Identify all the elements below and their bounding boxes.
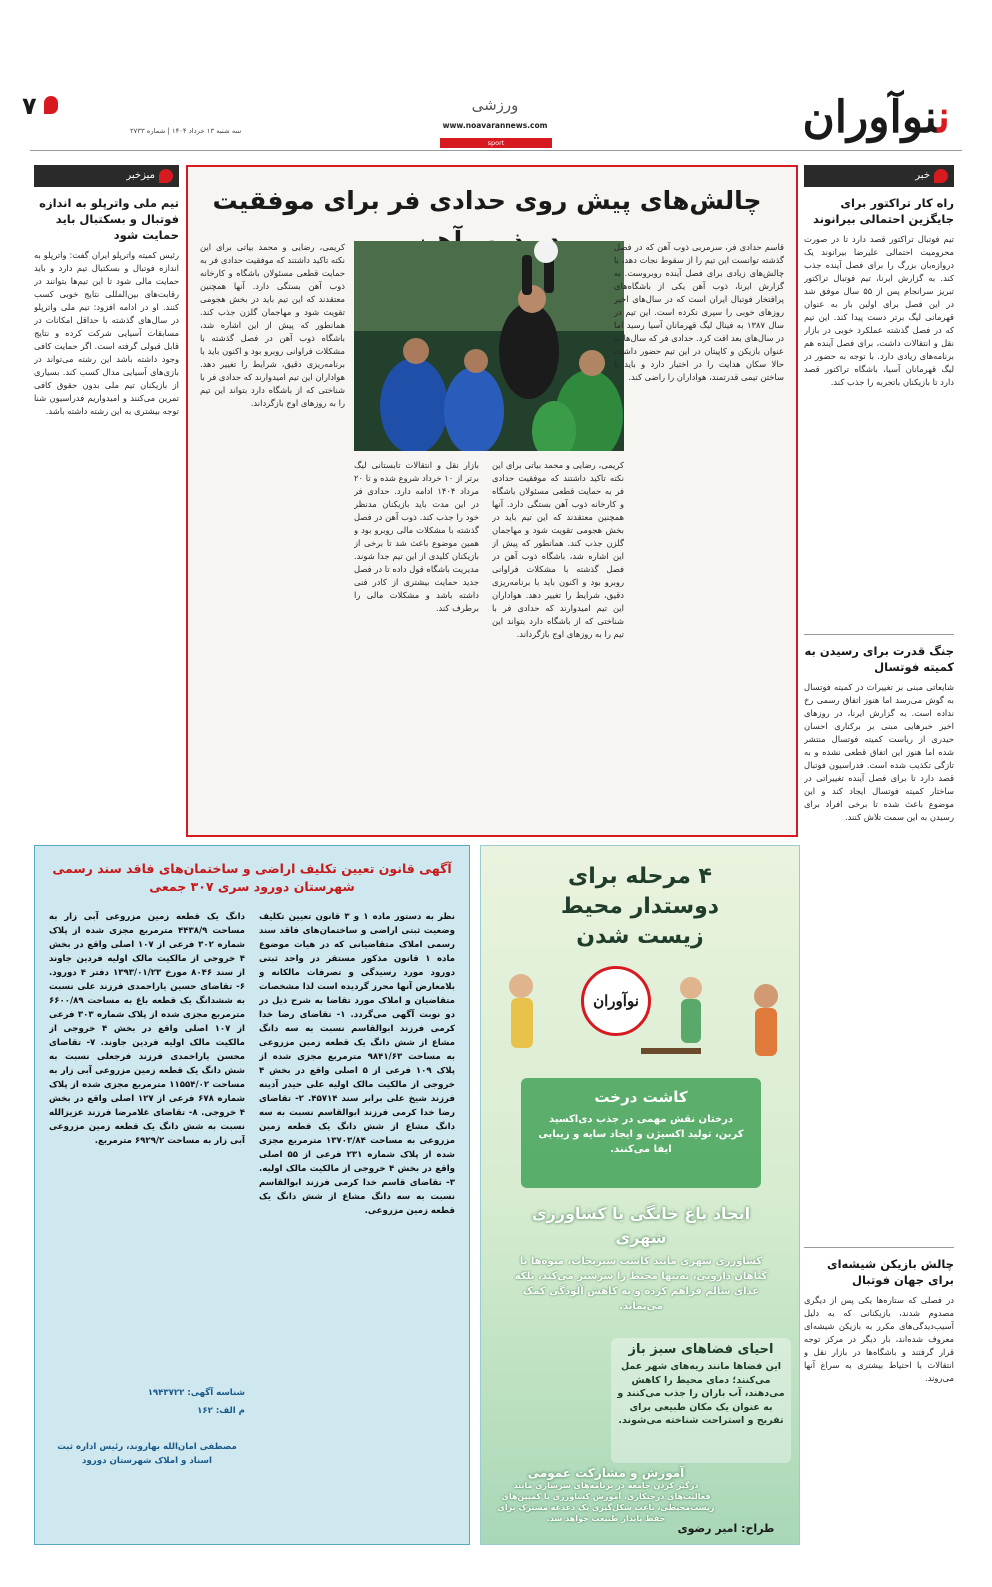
ad-code-2: م الف: ۱۶۲ [197, 1406, 245, 1416]
environment-poster [480, 845, 800, 1545]
article-headline: راه کار تراکتور برای جایگزین احتمالی بیرانوند [813, 196, 954, 226]
page-marker-icon [44, 96, 58, 114]
step-title: ایجاد باغ خانگی یا کشاورزی شهری [531, 1204, 751, 1247]
desk-bar [34, 165, 179, 187]
bullet-icon [159, 169, 173, 183]
gardeners-illustration-icon [491, 956, 791, 1076]
poster-credit: طراح: امیر رضوی [677, 1522, 775, 1535]
story-column-2: بازار نقل و انتقالات تابستانی لیگ برتر از ۱۰ خرداد شروع شده و تا ۲۰ مرداد ۱۴۰۴ ادامه دارد. حدادی فر در این مدت باید بازیکنان مدنظر خود را جذب کند. ذوب آهن در فصل گذشته با مشکلات مالی روبرو بود و همین موضوع باعث شد تا برخی از بازیکنان کلیدی از این تیم جدا شوند. مدیریت باشگاه قول داده تا در فصل جدید حمایت بیشتری از کادر فنی داشته باشد و مشکلات مالی را برطرف کند. [354, 460, 479, 613]
main-story-headline: چالش‌های پیش روی حدادی فر برای موفقیت [212, 186, 762, 215]
step-title: آموزش و مشارکت عمومی [527, 1466, 685, 1480]
issue-date-line: سه شنبه ۱۳ خرداد ۱۴۰۴ | شماره ۲۷۳۳ [130, 127, 242, 135]
step-green-spaces [611, 1338, 791, 1463]
ad-column-left: دانگ یک قطعه زمین مزروعی آبی زار به مساحت ۴۴۳۸/۹ مترمربع مجزی شده از پلاک شماره ۳۰۲ فرعی از ۱۰۷ اصلی واقع در بخش ۴ خروجی از مالکیت مالک اولیه فردین جاوند از سند ۸۰۴۶ مورخ ۱۳۹۳/۰۱/۲۳ دفتر ۴ دورود. ۶- تقاضای حسین یاراحمدی فرزند علی نسبت به ششدانگ یک قطعه باغ به مساحت ۶۶۰۰/۸۹ مترمربع مجزی شده از پلاک شماره ۳۰۳ فرعی از ۱۰۷ اصلی واقع در بخش ۴ خروجی از مالکیت مالک اولیه فردین جاوند. ۷- تقاضای محسن یاراحمدی فرزند فرجعلی نسبت به شش دانگ یک قطعه زمین مزروعی آبی زار به مساحت ۱۱۵۵۴/۰۲ مترمربع مجزی شده از پلاک شماره ۶۷۸ فرعی از ۱۲۷ اصلی واقع در بخش ۴ خروجی. ۸- تقاضای غلامرضا فرزند عزیزالله نسبت به شش دانگ یک قطعه زمین مزروعی آبی زار به مساحت ۶۹۲۹/۲ مترمربع. [49, 912, 245, 1146]
step-title: احیای فضاهای سبز باز [628, 1342, 774, 1357]
story-column-2b: کریمی، رضایی و محمد بیاتی برای این نکته تاکید داشتند که موفقیت حدادی فر به حمایت قطعی مسئولان باشگاه و کارخانه ذوب آهن بستگی دارد. آنها همچنین معتقدند که این تیم باید در بخش هجومی تقویت شود و مهاجمان گلزن جذب کند. همانطور که پیش از این اشاره شد، باشگاه ذوب آهن در فصل گذشته با مشکلات فراوانی روبرو بود و اکنون باید با برنامه‌ریزی دقیق، شرایط را تغییر دهد. هواداران این تیم امیدوارند که حدادی فر با شناختی که از باشگاه دارد بتواند این تیم را به روزهای اوج بازگرداند. [492, 460, 624, 639]
poster-title [481, 862, 799, 952]
step-title: کاشت درخت [594, 1088, 688, 1106]
story-column-1: قاسم حدادی فر، سرمربی ذوب آهن که در فصل گذشته توانست این تیم را از سقوط نجات دهد، با چالش‌های زیادی برای فصل آینده روبروست. به گزارش ایرنا، ذوب آهن یکی از باشگاه‌های پرافتخار فوتبال ایران است که در سال‌های اخیر روزهای خوبی را سپری نکرده است. این تیم در سال ۱۳۸۷ به فینال لیگ قهرمانان آسیا رسید اما در سال‌های بعد افت کرد. حدادی فر که سال‌ها به عنوان بازیکن و کاپیتان در این تیم حضور داشته، حالا سکان هدایت را در اختیار دارد و باید با ساختن تیمی قدرتمند، هواداران را راضی کند. [614, 242, 784, 382]
main-story-frame [186, 165, 798, 837]
right-news-column [804, 165, 954, 1544]
article-headline: تیم ملی واترپلو به اندازه فوتبال و بسکتبال باید حمایت شود [39, 196, 179, 242]
step-body: درگیر کردن جامعه در برنامه‌های سرسازی مانند فعالیت‌های درختکاری، آموزش کشاورزی یا کمپین‌های زیست‌محیطی، باعث شکل‌گیری یک دغدغه مشترک برای حفظ پایدار طبیعت خواهد شد. [497, 1481, 715, 1523]
newspaper-logo: ننوآوران [802, 92, 950, 143]
ad-title-line2: شهرستان دورود سری ۳۰۷ جمعی [149, 879, 355, 894]
football-match-photo [354, 241, 624, 451]
news-bar-label: خبر [915, 170, 930, 181]
section-title: ورزشی [471, 96, 519, 114]
site-url[interactable]: www.noavarannews.com [442, 121, 548, 130]
left-news-column [34, 165, 179, 829]
article-body: در فصلی که ستاره‌ها یکی پس از دیگری مصدوم شدند، بازیکنانی که به دلیل آسیب‌دیدگی‌های مکرر به بازیکن شیشه‌ای معروف شده‌اند، بار دیگر در مرکز توجه قرار گرفتند و باشگاه‌ها در بازار نقل و انتقالات با احتیاط بیشتری به سراغ آنها می‌روند. [804, 1295, 954, 1383]
poster-title-line3: زیست شدن [576, 924, 704, 949]
goalkeeper-scene-icon [354, 241, 624, 451]
ad-column-right: نظر به دستور ماده ۱ و ۳ قانون تعیین تکلیف وضعیت ثبتی اراضی و ساختمان‌های فاقد سند رسمی املاک متقاضیانی که در هیات موضوع ماده ۱ قانون مذکور مستقر در واحد ثبتی دورود مورد رسیدگی و تصرفات مالکانه و بلامعارض آنها محرز گردیده است لذا مشخصات متقاضیان و املاک مورد تقاضا به شرح ذیل در دو نوبت آگهی می‌گردد. ۱- تقاضای رضا خدا کرمی فرزند ابوالقاسم نسبت به سه دانگ مشاع از شش دانگ یک قطعه زمین مزروعی به مساحت ۹۸۴۱/۶۳ مترمربع مجزی شده از پلاک ۱۰۹ فرعی از ۵ اصلی واقع در بخش ۴ خروجی از مالکیت مالک اولیه علی حیدر آدینه فرزند شیخ علی برابر سند ۴۵۷۱۴. ۲- تقاضای رضا خدا کرمی فرزند ابوالقاسم نسبت به سه دانگ مشاع از شش دانگ یک قطعه زمین مزروعی به مساحت ۱۳۷۰۳/۸۴ مترمربع مجزی شده از پلاک شماره ۲۳۱ فرعی از ۵۵ اصلی واقع در بخش ۴ خروجی از مالکیت مالک اولیه. ۳- تقاضای قاسم خدا کرمی فرزند ابوالقاسم نسبت به سه دانگ مشاع از شش دانگ یک قطعه زمین مزروعی. [259, 912, 455, 1216]
bullet-icon [934, 169, 948, 183]
article-headline: جنگ قدرت برای رسیدن به کمیته فوتسال [804, 644, 954, 674]
ad-code-1: شناسه آگهی: ۱۹۴۳۷۲۲ [147, 1388, 245, 1398]
article-headline: چالش بازیکن شیشه‌ای برای جهان فوتبال [827, 1257, 954, 1287]
ad-signature: مصطفی امان‌الله بهاروند، رئیس اداره ثبت اسناد و املاک شهرستان دورود [57, 1442, 237, 1466]
divider [804, 1247, 954, 1248]
page-number: ۷ [22, 92, 37, 120]
article-body: تیم فوتبال تراکتور قصد دارد تا در صورت محرومیت احتمالی علیرضا بیرانوند یک دروازه‌بان بزرگ را برای فصل آینده جذب کند. به گزارش ایرنا، تیم فوتبال تراکتور تبریز سرانجام پس از ۵۵ سال موفق شد در این فصل برای اولین بار به عنوان قهرمانی لیگ برتر دست پیدا کند. این تیم که در فصل گذشته عملکرد خوبی در بازار نقل و انتقالات داشت، برای فصل آینده هم برنامه‌های زیادی دارد. با توجه به حضور در لیگ قهرمانان آسیا، باشگاه تراکتور قصد دارد تا بازیکنان باتجربه را جذب کند. [804, 234, 954, 387]
news-bar [804, 165, 954, 187]
step-plant-trees [521, 1078, 761, 1188]
story-column-3: کریمی، رضایی و محمد بیاتی برای این نکته تاکید داشتند که موفقیت حدادی فر به حمایت قطعی مسئولان باشگاه و کارخانه ذوب آهن بستگی دارد. آنها همچنین معتقدند که این تیم باید در بخش هجومی تقویت شود و مهاجمان گلزن جذب کند. همانطور که پیش از این اشاره شد، باشگاه ذوب آهن در فصل گذشته با مشکلات فراوانی روبرو بود و اکنون باید با برنامه‌ریزی دقیق، شرایط را تغییر دهد. هواداران این تیم امیدوارند که حدادی فر با شناختی که از باشگاه دارد بتواند این تیم را به روزهای اوج بازگرداند. [200, 242, 345, 408]
desk-bar-label: میزخبر [126, 170, 155, 181]
poster-title-line2: دوستدار محیط [560, 894, 720, 919]
masthead [802, 90, 950, 150]
divider [804, 634, 954, 635]
step-public-education [491, 1464, 721, 1524]
step-body: این فضاها مانند ریه‌های شهر عمل می‌کنند؛ دمای محیط را کاهش می‌دهند، آب باران را جذب می‌کنند و به عنوان یک مکان طبیعی برای تفریح و استراحت شناخته می‌شوند. [617, 1361, 785, 1426]
ad-title-line1: آگهی قانون تعیین تکلیف اراضی و ساختمان‌های فاقد سند رسمی [52, 861, 452, 876]
step-body: کشاورزی شهری مانند کاشت سبزیجات، میوه‌ها یا گیاهان دارویی، نه‌تنها محیط را سرسبز می‌کند، بلکه غذای سالم فراهم کرده و به کاهش آلودگی کمک می‌نماید. [514, 1256, 768, 1312]
header-divider [30, 150, 962, 151]
poster-title-line1: ۴ مرحله برای [568, 864, 712, 889]
ad-title [35, 860, 469, 896]
legal-notice-ad [34, 845, 470, 1545]
step-urban-garden [501, 1196, 781, 1336]
article-body: شایعاتی مبنی بر تغییرات در کمیته فوتسال به گوش می‌رسد اما هنوز اتفاق رسمی رخ نداده است. به گزارش ایرنا، در روزهای اخیر خبرهایی مبنی بر برکناری احسان حیدری از ریاست کمیته فوتسال منتشر شده اما هنوز این اتفاق قطعی نشده و به تازگی تکذیب شده است. فدراسیون فوتبال قصد دارد تا برای فصل آینده تغییراتی در ساختار کمیته فوتسال ایجاد کند و این موضوع باعث شده تا برخی افراد برای رسیدن به این سمت تلاش کنند. [804, 682, 954, 822]
sport-tab: sport [440, 138, 552, 148]
poster-logo-text: نوآوران [593, 992, 639, 1010]
step-body: درختان نقش مهمی در جذب دی‌اکسید کربن، تولید اکسیژن و ایجاد سایه و زیبایی ایفا می‌کنند. [538, 1114, 744, 1155]
article-body: رئیس کمیته واترپلو ایران گفت: واترپلو به اندازه فوتبال و بسکتبال تیم دارد و باید حمایت مالی شود تا این تیم‌ها بتوانند در رقابت‌های بین‌المللی نتایج خوبی کسب کنند. او در ادامه افزود: تیم ملی واترپلو در سال‌های گذشته با حداقل امکانات در مسابقات آسیایی شرکت کرده و نتایج قابل قبولی گرفته است. اگر حمایت کافی وجود داشته باشد این رشته می‌تواند در بازی‌های آسیایی مدال کسب کند. بسیاری از بازیکنان تیم ملی بدون حقوق کافی تمرین می‌کنند و امیدواریم فدراسیون شنا توجه بیشتری به این رشته داشته باشد. [34, 250, 179, 416]
